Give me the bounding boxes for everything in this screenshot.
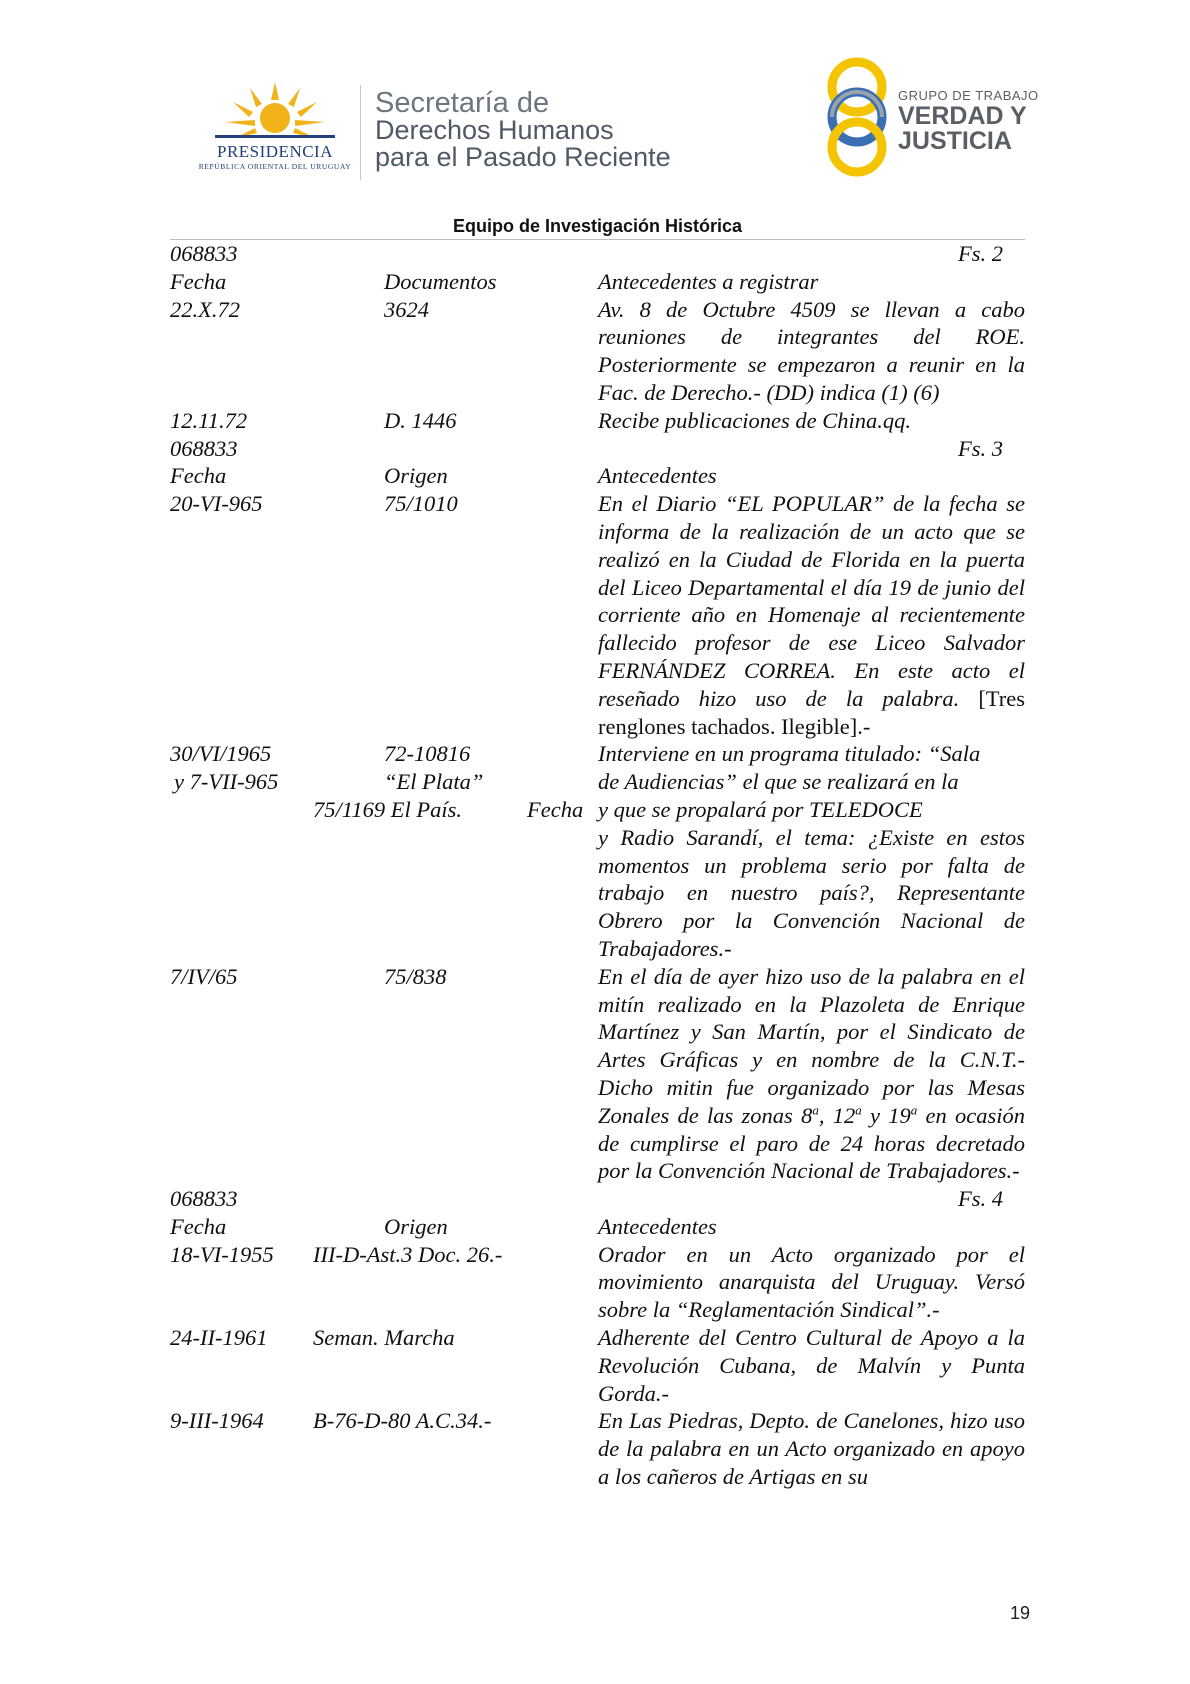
record-text <box>598 963 1025 1185</box>
secretaria-logo-text <box>375 87 671 172</box>
ordinal-sup: a <box>855 1102 862 1118</box>
team-title: Equipo de Investigación Histórica <box>452 216 743 236</box>
record-row <box>170 1407 1025 1490</box>
record-source: 3624 <box>384 296 429 322</box>
record-row <box>170 407 1025 435</box>
record-source: 75/1010 <box>384 491 458 517</box>
record-source-tail: Fecha <box>527 797 584 823</box>
record-date-secondary: y 7-VII-965 <box>174 769 279 795</box>
record-date: 24-II-1961 <box>170 1325 268 1351</box>
record-row <box>170 1324 1025 1407</box>
column-headers <box>170 268 1025 296</box>
record-text: En Las Piedras, Depto. de Canelones, hizo uso de la palabra en un Acto organizado en apoyo a los cañeros de Artigas en su <box>598 1408 1025 1490</box>
record-source: III-D-Ast.3 Doc. 26.- <box>313 1241 503 1267</box>
record-text-line: y que se propalará por TELEDOCE <box>598 796 923 822</box>
secretaria-line-1: Secretaría de <box>375 87 550 119</box>
record-date: 12.11.72 <box>170 407 248 433</box>
file-number: 068833 <box>170 1186 238 1212</box>
file-number: 068833 <box>170 435 238 461</box>
secretaria-line-2: Derechos Humanos <box>375 115 614 145</box>
record-row <box>170 1241 1025 1324</box>
record-text-body: En el Diario “EL POPULAR” de la fecha se informa de la realización de un acto que se realizó en la Ciudad de Florida en la puerta del Liceo Departamental el día 19 de junio del corriente año en Homenaje al recientemente fallecido profesor de ese Liceo Salvador FERNÁNDEZ CORREA. En este acto el reseñado hizo uso de la palabra. <box>598 491 1025 711</box>
header-documentos: Documentos <box>384 268 497 294</box>
header-antecedentes: Antecedentes a registrar <box>598 268 819 294</box>
record-source-secondary: “El Plata” <box>384 769 484 795</box>
column-headers <box>170 1213 1025 1241</box>
header-antecedentes: Antecedentes <box>598 1213 717 1239</box>
record-text <box>598 490 1025 740</box>
verdad-justicia-rings-logo <box>820 55 895 180</box>
record-text: y Radio Sarandí, el tema: ¿Existe en estos momentos un problema serio por falta de trabajo en nuestro país?, Representante Obrero por la Convención Nacional de Trabajadores.- <box>598 824 1025 961</box>
header-fecha: Fecha <box>170 463 227 489</box>
editorial-note: [Tres renglones tachados. Ilegible].- <box>598 685 1025 739</box>
record-text-part: en ocasión de cumplirse el paro de 24 horas decretado por la Convención Nacional de Trabajadores.- <box>598 1102 1025 1184</box>
header-origen: Origen <box>384 1213 448 1239</box>
document-body <box>170 240 1025 1491</box>
secretaria-line-3: para el Pasado Reciente <box>375 142 671 172</box>
record-date: 7/IV/65 <box>170 963 238 989</box>
record-source: D. 1446 <box>384 407 457 433</box>
record-row <box>170 740 1025 962</box>
grupo-line-1: GRUPO DE TRABAJO <box>898 88 1039 103</box>
presidencia-name: PRESIDENCIA <box>216 142 333 161</box>
grupo-line-2: VERDAD Y <box>898 102 1027 130</box>
record-text: Av. 8 de Octubre 4509 se llevan a cabo reuniones de integrantes del ROE. Posteriormente se empezaron a reunir en la Fac. de Derecho.- (DD) indica (1) (6) <box>598 296 1025 405</box>
header-antecedentes: Antecedentes <box>598 463 717 489</box>
record-text-part: y 19 <box>861 1102 911 1128</box>
header-fecha: Fecha <box>170 1213 227 1239</box>
section-heading <box>170 1185 1025 1213</box>
record-date: 22.X.72 <box>170 296 240 322</box>
record-text-part: En el día de ayer hizo uso de la palabra en el mitín realizado en la Plazoleta de Enrique Martínez y San Martín, por el Sindicato de Artes Gráficas y en nombre de la C.N.T.- Dicho mitin fue organizado por las Mesas Zonales de las zonas 8 <box>598 963 1025 1128</box>
folio-label: Fs. 4 <box>958 1186 1003 1212</box>
record-text-part: , 12 <box>818 1102 856 1128</box>
record-row <box>170 296 1025 407</box>
record-text-line: de Audiencias” el que se realizará en la <box>598 769 959 795</box>
record-row <box>170 963 1025 1185</box>
presidencia-subtitle: REPÚBLICA ORIENTAL DEL URUGUAY <box>198 162 352 171</box>
column-headers <box>170 462 1025 490</box>
folio-label: Fs. 3 <box>958 435 1003 461</box>
record-source: 75/838 <box>384 963 447 989</box>
record-date: 9-III-1964 <box>170 1408 264 1434</box>
record-row <box>170 490 1025 740</box>
record-text-line: Interviene en un programa titulado: “Sala <box>598 741 981 767</box>
ordinal-sup: a <box>910 1102 918 1118</box>
record-date: 20-VI-965 <box>170 491 263 517</box>
record-date: 18-VI-1955 <box>170 1241 274 1267</box>
record-source: Seman. Marcha <box>313 1325 455 1351</box>
section-heading <box>170 240 1025 268</box>
header-origen: Origen <box>384 463 448 489</box>
page-header <box>0 0 1190 210</box>
page-number: 19 <box>1009 1603 1030 1623</box>
record-text: Recibe publicaciones de China.qq. <box>598 407 912 433</box>
file-number: 068833 <box>170 241 238 266</box>
record-date: 30/VI/1965 <box>170 741 272 767</box>
record-text: Adherente del Centro Cultural de Apoyo a la Revolución Cubana, de Malvín y Punta Gorda.- <box>598 1325 1025 1406</box>
record-source: B-76-D-80 A.C.34.- <box>313 1408 492 1434</box>
record-source-tertiary: 75/1169 El País. <box>313 797 462 823</box>
section-heading <box>170 435 1025 463</box>
grupo-line-3: JUSTICIA <box>898 127 1012 155</box>
record-text: Orador en un Acto organizado por el movimiento anarquista del Uruguay. Versó sobre la “Reglamentación Sindical”.- <box>598 1241 1025 1323</box>
grupo-trabajo-text <box>898 88 1039 154</box>
ordinal-sup: a <box>812 1102 819 1118</box>
folio-label: Fs. 2 <box>958 241 1003 266</box>
header-divider <box>360 85 361 180</box>
record-source: 72-10816 <box>384 741 471 767</box>
header-fecha: Fecha <box>170 268 227 294</box>
